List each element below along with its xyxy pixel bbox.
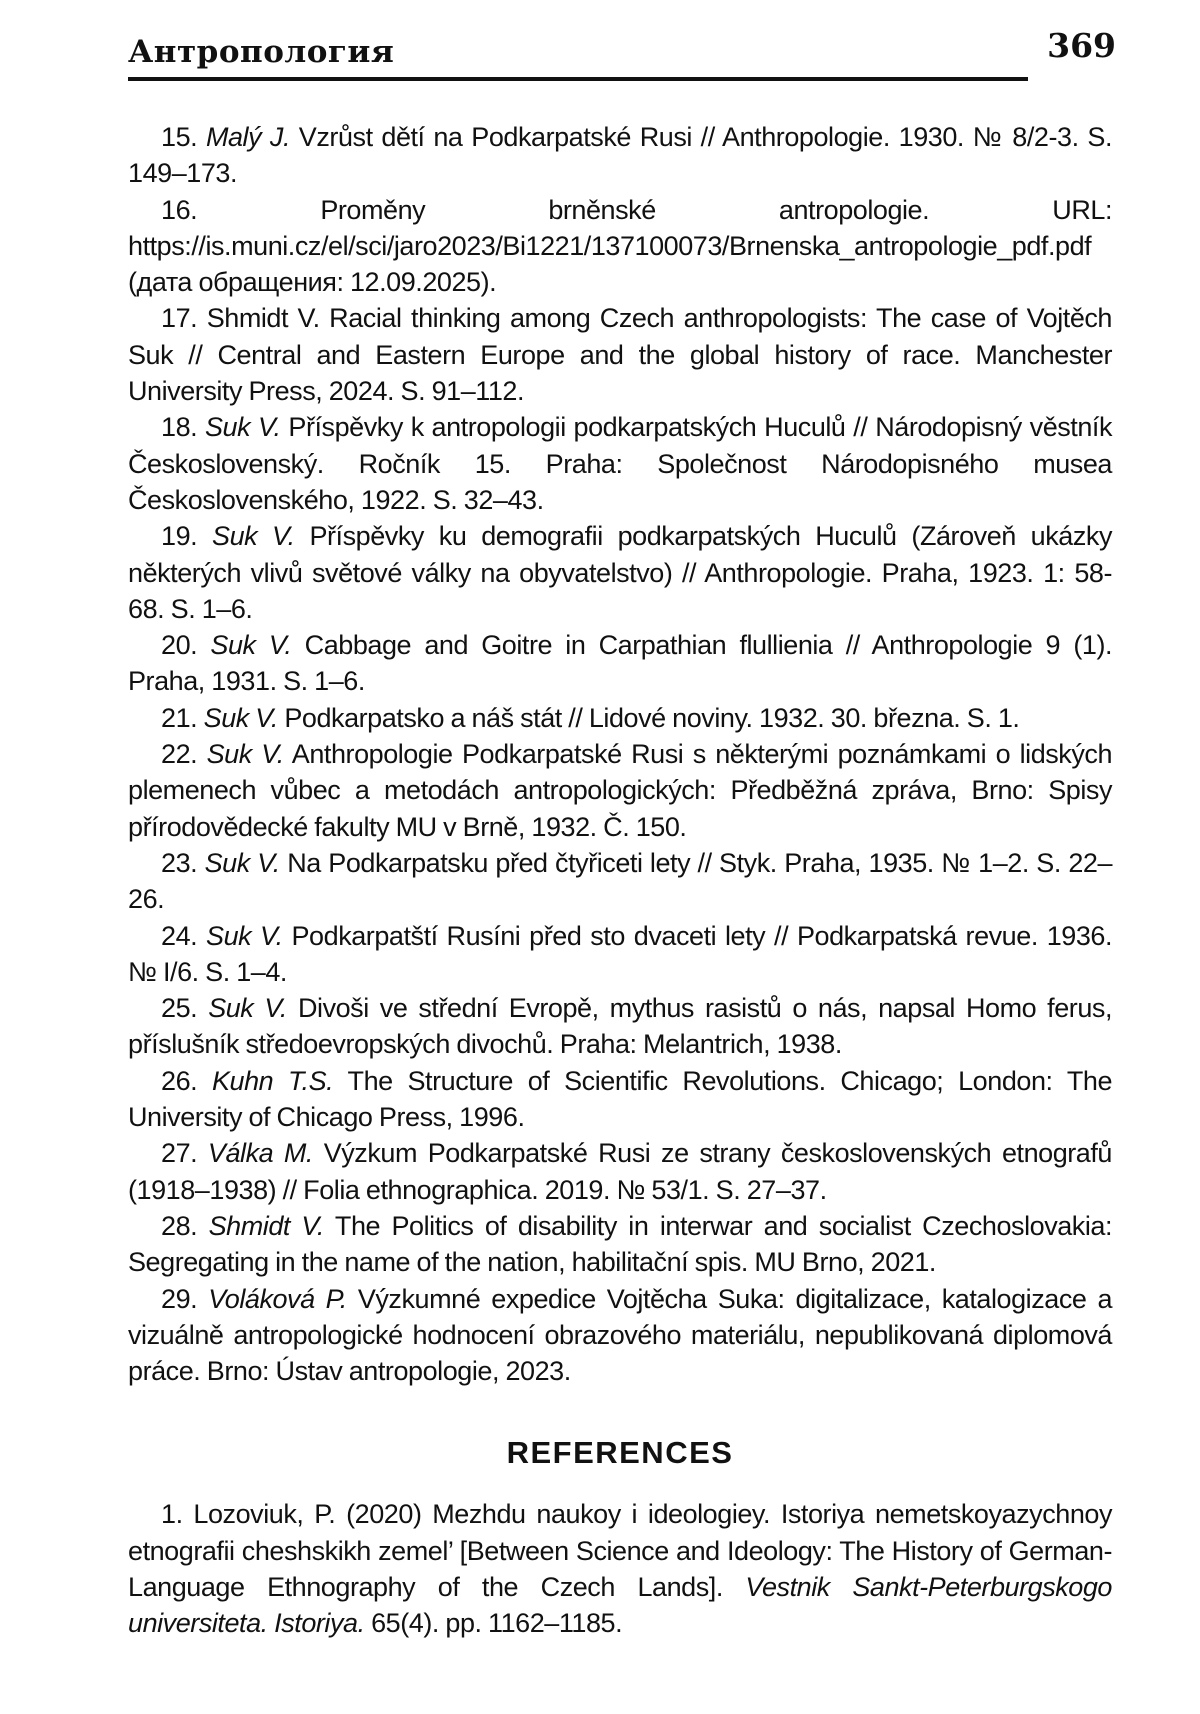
- bibliography-entry-26: [128, 1063, 1112, 1136]
- entry-text: The Politics of disability in interwar and socialist Czechoslovakia: Segregating in the name of the nation, habilitační spis. MU Brno, 2021.: [128, 1210, 1113, 1278]
- page-number: 369: [1047, 26, 1116, 65]
- entry-number: 27.: [161, 1138, 198, 1169]
- bibliography-entry-27: [128, 1135, 1112, 1208]
- entry-number: 19.: [161, 521, 198, 552]
- entry-number: 15.: [161, 122, 198, 152]
- entry-author: Shmidt V.: [208, 1210, 324, 1241]
- bibliography-entry-19: [128, 518, 1112, 627]
- reference-entry-1: [128, 1496, 1112, 1641]
- entry-number: 25.: [161, 993, 198, 1024]
- bibliography-entry-16: [128, 192, 1112, 301]
- entry-number: 28.: [161, 1210, 198, 1241]
- entry-number: 20.: [161, 630, 198, 661]
- references-list: [128, 1496, 1112, 1641]
- page-header: [128, 20, 1116, 80]
- bibliography-entry-28: [128, 1208, 1112, 1281]
- header-rule: [128, 77, 1028, 81]
- entry-author: Suk V.: [205, 412, 281, 443]
- entry-number: 21.: [161, 702, 198, 733]
- entry-text: Příspěvky k antropologii podkarpatských Huculů // Národopisný věstník Československý. Ročník 15. Praha: Společnost Národopisného musea Československého, 1922. S. 32–43.: [128, 412, 1113, 515]
- bibliography-entry-17: [128, 300, 1112, 409]
- entry-text: Výzkumné expedice Vojtěcha Suka: digitalizace, katalogizace a vizuálně antropologické hodnocení obrazového materiálu, nepublikovaná diplomová práce. Brno: Ústav antropologie, 2023.: [128, 1283, 1113, 1387]
- entry-author: Válka M.: [207, 1138, 313, 1169]
- entry-number: 16.: [161, 194, 198, 225]
- entry-number: 1.: [161, 1499, 183, 1530]
- entry-text: Podkarpatští Rusíni před sto dvaceti lety // Podkarpatská revue. 1936. № I/6. S. 1–4.: [128, 920, 1113, 987]
- entry-author: Suk V.: [208, 993, 287, 1024]
- bibliography-entry-29: [128, 1281, 1112, 1390]
- entry-author: Suk V.: [212, 521, 295, 552]
- entry-text: Podkarpatsko a náš stát // Lidové noviny. 1932. 30. března. S. 1.: [284, 702, 1020, 733]
- entry-number: 29.: [161, 1283, 198, 1314]
- entry-number: 23.: [161, 847, 198, 878]
- bibliography-entry-22: [128, 736, 1112, 845]
- entry-author: Voláková P.: [208, 1283, 347, 1314]
- entry-journal: Vestnik Sankt-Peterburgskogo universiteta. Istoriya.: [128, 1571, 1113, 1639]
- entry-text-after: 65(4). pp. 1162–1185.: [371, 1608, 623, 1639]
- entry-text: Výzkum Podkarpatské Rusi ze strany československých etnografů (1918–1938) // Folia ethnographica. 2019. № 53/1. S. 27–37.: [128, 1138, 1112, 1205]
- entry-author: Suk V.: [203, 702, 278, 733]
- entry-author: Suk V.: [206, 920, 283, 951]
- bibliography-entry-20: [128, 627, 1112, 700]
- entry-author: Malý J.: [205, 122, 291, 152]
- entry-text: Shmidt V. Racial thinking among Czech anthropologists: The case of Vojtěch Suk // Central and Eastern Europe and the global history of race. Manchester University Press, 2024. S. 91–112.: [128, 303, 1113, 407]
- entry-author: Suk V.: [206, 739, 284, 770]
- entry-text: Cabbage and Goitre in Carpathian flullienia // Anthropologie 9 (1). Praha, 1931. S. 1–6.: [128, 630, 1113, 697]
- entry-text: Příspěvky ku demografii podkarpatských Huculů (Zároveň ukázky některých vlivů světové války na obyvatelstvo) // Anthropologie. Praha, 1923. 1: 58-68. S. 1–6.: [128, 521, 1112, 624]
- bibliography-list: [128, 119, 1112, 1389]
- entry-author: Kuhn T.S.: [211, 1065, 334, 1096]
- bibliography-entry-15: [128, 119, 1112, 192]
- entry-text: The Structure of Scientific Revolutions. Chicago; London: The University of Chicago Press, 1996.: [128, 1065, 1113, 1133]
- document-page: [128, 20, 1116, 1642]
- entry-number: 17.: [161, 303, 198, 334]
- bibliography-entry-18: [128, 409, 1112, 518]
- entry-number: 26.: [161, 1065, 198, 1096]
- bibliography-entry-24: [128, 918, 1112, 991]
- bibliography-entry-25: [128, 990, 1112, 1063]
- entry-text: Anthropologie Podkarpatské Rusi s některými poznámkami o lidských plemenech vůbec a metodách antropologických: Předběžná zpráva, Brno: Spisy přírodovědecké fakulty MU v Brně, 1932. Č. 150.: [128, 739, 1113, 842]
- running-title: Антропология: [128, 34, 395, 70]
- entry-author: Suk V.: [204, 847, 280, 878]
- bibliography-entry-21: [128, 700, 1112, 736]
- bibliography-entry-23: [128, 845, 1112, 918]
- entry-number: 18.: [161, 412, 198, 443]
- entry-text: Na Podkarpatsku před čtyřiceti lety // Styk. Praha, 1935. № 1–2. S. 22–26.: [128, 847, 1113, 915]
- references-heading: REFERENCES: [506, 1435, 734, 1471]
- entry-number: 22.: [161, 739, 198, 770]
- entry-number: 24.: [161, 920, 198, 951]
- entry-author: Suk V.: [210, 630, 292, 661]
- entry-text: Divoši ve střední Evropě, mythus rasistů o nás, napsal Homo ferus, příslušník středoevropských divochů. Praha: Melantrich, 1938.: [128, 993, 1113, 1060]
- entry-text: Lozoviuk, P. (2020) Mezhdu naukoy i ideologiey. Istoriya nemetskoyazychnoy etnografii cheshskikh zemel’ [Between Science and Ideology: The History of German-Language Ethnography of the Czech Lands].: [128, 1499, 1112, 1602]
- entry-text: Vzrůst dětí na Podkarpatské Rusi // Anthropologie. 1930. № 8/2-3. S. 149–173.: [128, 122, 1113, 189]
- entry-text[interactable]: Proměny brněnské antropologie. URL: https://is.muni.cz/el/sci/jaro2023/Bi1221/137100073/Brnenska_antropologie_pdf.pdf (дата обращения: 12.09.2025).: [128, 194, 1113, 298]
